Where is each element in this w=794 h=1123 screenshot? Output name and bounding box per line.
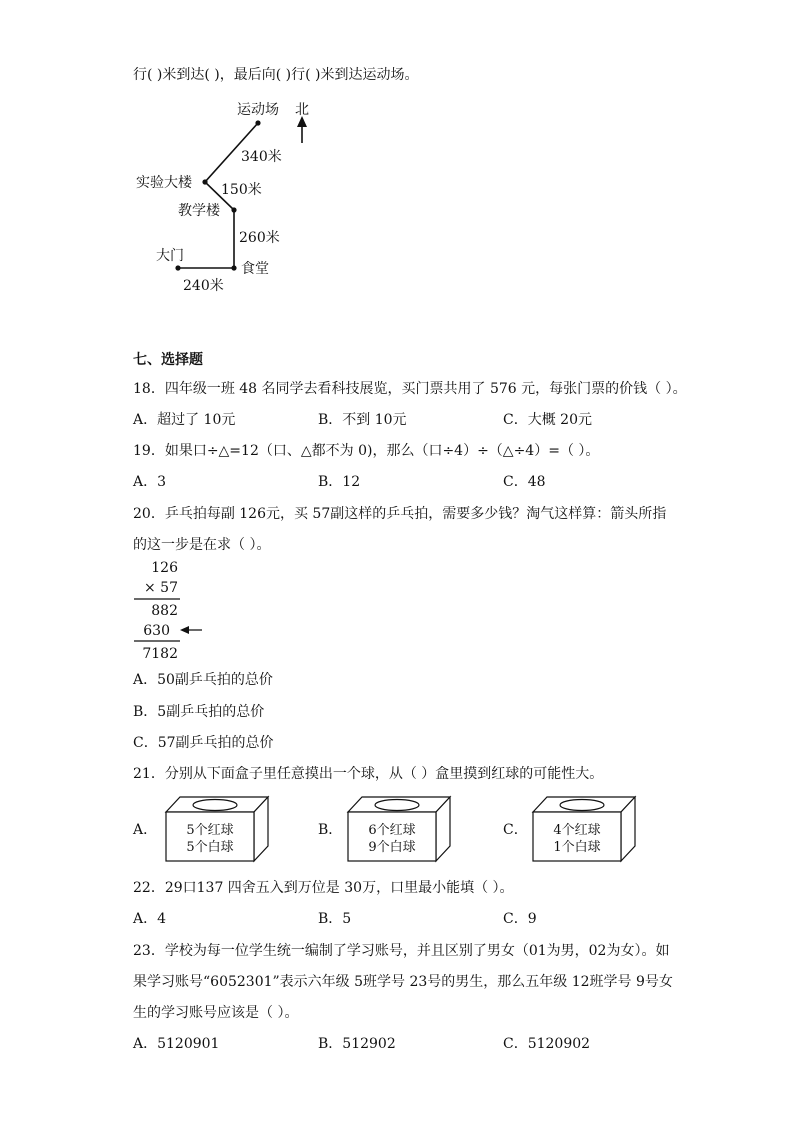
distance-340: 340米 bbox=[241, 149, 282, 165]
calc-result: 7182 bbox=[142, 646, 178, 662]
q23-option-b[interactable]: B．512902 bbox=[318, 1036, 396, 1052]
box-c-label: C． bbox=[503, 822, 528, 838]
lab-label: 实验大楼 bbox=[136, 175, 192, 191]
q19-option-c[interactable]: C．48 bbox=[503, 474, 546, 490]
calc-multiplicand: 126 bbox=[151, 560, 178, 576]
q22-option-b[interactable]: B．5 bbox=[318, 911, 352, 927]
q22-text: 22．29口137 四舍五入到万位是 30万，口里最小能填（ ）。 bbox=[133, 880, 514, 896]
section-title: 七、选择题 bbox=[133, 352, 203, 368]
q20-option-a[interactable]: A．50副乒乓拍的总价 bbox=[133, 672, 273, 688]
box-a[interactable] bbox=[132, 797, 268, 861]
q20-vertical-multiplication bbox=[0, 555, 794, 675]
teaching-building-label: 教学楼 bbox=[178, 203, 220, 219]
q21-text: 21．分别从下面盒子里任意摸出一个球，从（ ）盒里摸到红球的可能性大。 bbox=[133, 766, 604, 782]
q20-option-c[interactable]: C．57副乒乓拍的总价 bbox=[133, 735, 274, 751]
distance-260: 260米 bbox=[239, 230, 280, 246]
box-a-white: 5个白球 bbox=[186, 840, 234, 855]
gate-dot bbox=[175, 265, 180, 270]
q23-text-line3: 生的学习账号应该是（ ）。 bbox=[133, 1005, 299, 1021]
box-b-opening bbox=[375, 800, 419, 811]
box-c-opening bbox=[560, 800, 604, 811]
q18-option-a[interactable]: A．超过了 10元 bbox=[133, 412, 236, 428]
q20-text-line2: 的这一步是在求（ ）。 bbox=[133, 537, 271, 553]
calc-partial-1: 882 bbox=[151, 603, 178, 619]
q20-text-line1: 20．乒乓拍每副 126元，买 57副这样的乒乓拍，需要多少钱？淘气这样算：箭头所指 bbox=[133, 506, 667, 522]
canteen-dot bbox=[231, 265, 236, 270]
box-a-opening bbox=[193, 800, 237, 811]
calc-partial-2: 630 bbox=[143, 623, 170, 639]
box-c-white: 1个白球 bbox=[553, 840, 601, 855]
box-c[interactable] bbox=[503, 797, 635, 861]
gate-label: 大门 bbox=[156, 248, 184, 264]
box-b-red: 6个红球 bbox=[368, 823, 416, 838]
q18-text: 18．四年级一班 48 名同学去看科技展览，买门票共用了 576 元，每张门票的价钱（ ）。 bbox=[133, 381, 687, 397]
arrow-icon bbox=[180, 626, 189, 634]
q23-option-a[interactable]: A．5120901 bbox=[133, 1036, 220, 1052]
teaching-building-dot bbox=[231, 207, 236, 212]
calc-multiplier: × 57 bbox=[144, 580, 178, 596]
stadium-dot bbox=[255, 120, 260, 125]
distance-240: 240米 bbox=[183, 278, 224, 294]
stadium-label: 运动场 bbox=[237, 102, 279, 118]
box-a-label: A． bbox=[133, 822, 158, 838]
q19-option-a[interactable]: A．3 bbox=[133, 474, 167, 490]
box-b-white: 9个白球 bbox=[368, 840, 416, 855]
box-b-label: B． bbox=[318, 822, 343, 838]
q19-text: 19．如果口÷△=12（口、△都不为 0)，那么（口÷4）÷（△÷4）=（ ）。 bbox=[133, 443, 600, 459]
distance-150: 150米 bbox=[221, 182, 262, 198]
q18-option-c[interactable]: C．大概 20元 bbox=[503, 412, 592, 428]
q20-option-b[interactable]: B．5副乒乓拍的总价 bbox=[133, 704, 265, 720]
canteen-label: 食堂 bbox=[241, 261, 269, 277]
route-fill-in-line: 行( )米到达( )，最后向( )行( )米到达运动场。 bbox=[133, 67, 419, 83]
q18-option-b[interactable]: B．不到 10元 bbox=[318, 412, 407, 428]
route-map bbox=[0, 0, 794, 320]
lab-dot bbox=[202, 179, 207, 184]
q22-option-c[interactable]: C．9 bbox=[503, 911, 537, 927]
q23-text-line1: 23．学校为每一位学生统一编制了学习账号，并且区别了男女（01为男，02为女）。如 bbox=[133, 943, 670, 959]
box-c-red: 4个红球 bbox=[553, 823, 601, 838]
q23-text-line2: 果学习账号“6052301”表示六年级 5班学号 23号的男生，那么五年级 12班学号 9号女 bbox=[133, 974, 673, 990]
box-a-red: 5个红球 bbox=[186, 823, 234, 838]
north-label: 北 bbox=[295, 102, 309, 118]
q21-boxes bbox=[0, 792, 794, 872]
q19-option-b[interactable]: B．12 bbox=[318, 474, 361, 490]
q23-option-c[interactable]: C．5120902 bbox=[503, 1036, 591, 1052]
box-b[interactable] bbox=[318, 797, 450, 861]
q22-option-a[interactable]: A．4 bbox=[133, 911, 167, 927]
